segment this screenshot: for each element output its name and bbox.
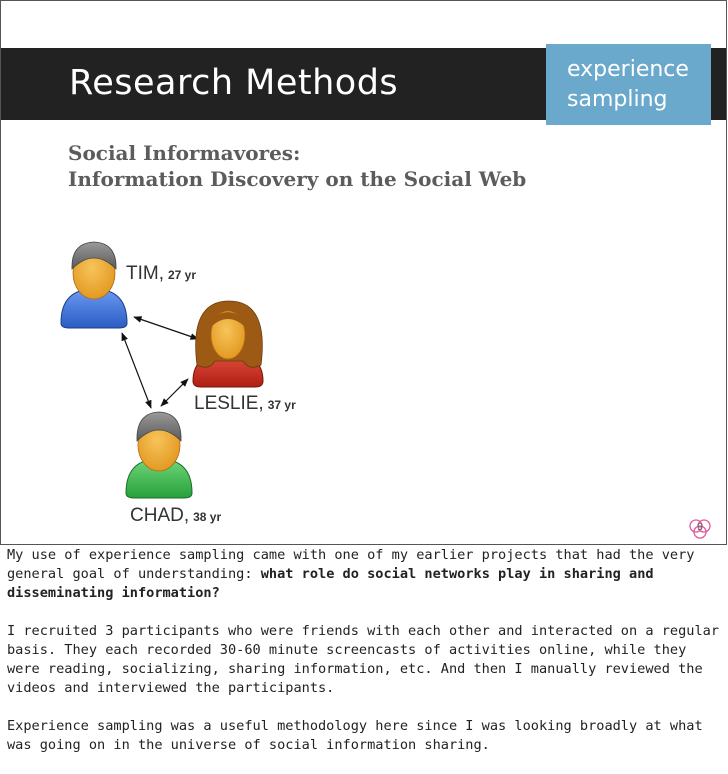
notes-paragraph-3: Experience sampling was a useful methodology here since I was looking broadly at what was going on in the universe of social information sharing. <box>7 718 703 753</box>
page-number-badge <box>688 517 712 541</box>
notes-paragraph-1 <box>7 546 727 603</box>
participant-tim <box>126 263 196 285</box>
participant-chad <box>130 505 221 527</box>
participant-name: CHAD, <box>130 505 190 526</box>
arrow-tim-leslie <box>134 317 198 339</box>
participant-leslie <box>194 393 296 415</box>
slide-title: Research Methods <box>69 63 399 103</box>
subtitle-line1: Social Informavores: <box>68 141 301 165</box>
notes-p1-text: My use of experience sampling came with one of my earlier projects that had the very general goal of understanding: <box>7 547 695 582</box>
female-person-red-icon <box>193 301 263 387</box>
speaker-notes <box>7 546 727 774</box>
method-tag-line1: experience <box>567 57 689 82</box>
participant-name: LESLIE, <box>194 393 264 414</box>
participant-name: TIM, <box>126 263 164 284</box>
participant-network-diagram <box>1 1 727 545</box>
arrow-chad-leslie <box>161 379 188 406</box>
arrow-tim-chad <box>122 333 151 408</box>
participant-age: 37 yr <box>267 398 296 412</box>
method-tag-line2: sampling <box>567 87 668 112</box>
page-number: 9 <box>696 522 704 533</box>
notes-paragraph-2: I recruited 3 participants who were friends with each other and interacted on a regular basis. They each recorded 30-60 minute screencasts of activities online, while they were reading, socializing, sharing information, etc. And then I manually reviewed the videos and interviewed the participants. <box>7 623 720 696</box>
male-person-blue-icon <box>61 242 127 328</box>
notes-p1-question: what role do social networks play in sharing and disseminating information? <box>7 566 654 601</box>
subtitle-line2: Information Discovery on the Social Web <box>68 167 527 191</box>
male-person-green-icon <box>126 412 192 498</box>
participant-age: 38 yr <box>193 510 222 524</box>
participant-age: 27 yr <box>168 268 197 282</box>
